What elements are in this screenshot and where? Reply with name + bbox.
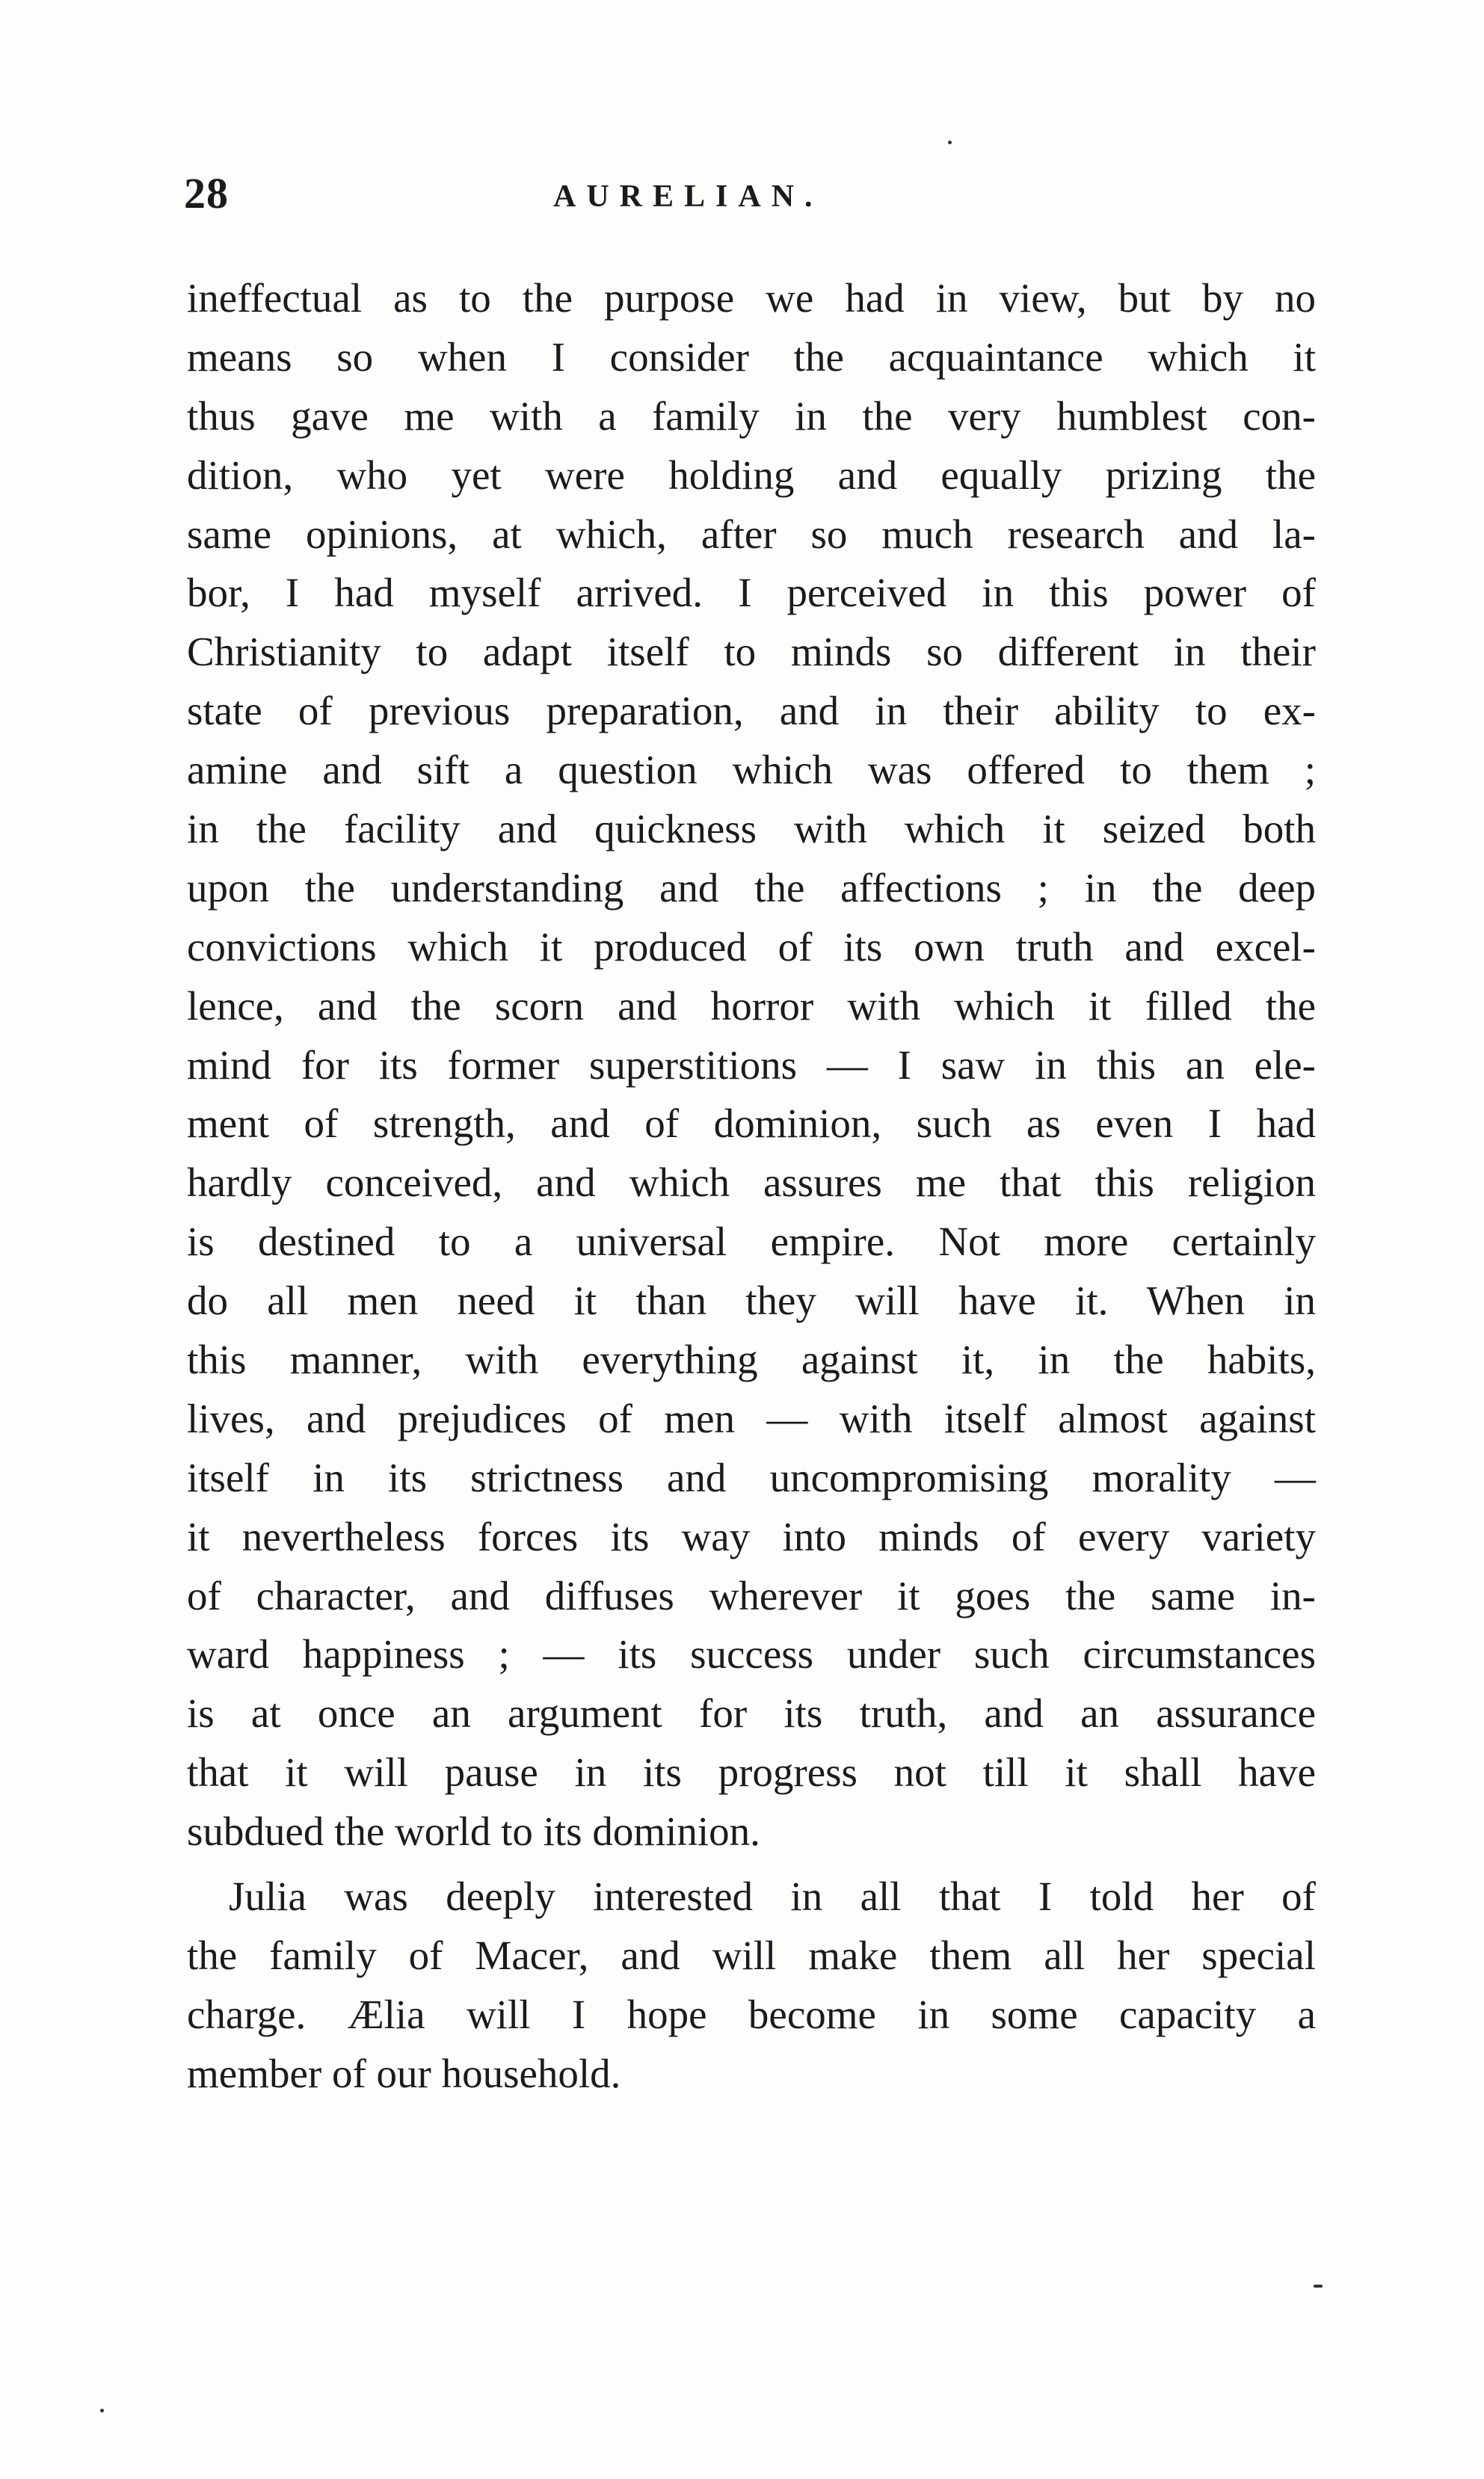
page-header (0, 168, 1484, 228)
text-line: hardly conceived, and which assures me that this religion (187, 1160, 1316, 1206)
text-line: mind for its former superstitions — I saw in this an ele- (187, 1041, 1316, 1088)
text-line: same opinions, at which, after so much research and la- (187, 511, 1316, 557)
text-line: charge. Ælia will I hope become in some capacity a (187, 1991, 1316, 2037)
page-number: 28 (184, 169, 229, 218)
scan-speck (100, 2409, 104, 2412)
scan-speck (948, 141, 952, 144)
text-line: the family of Macer, and will make them all her special (187, 1932, 1316, 1978)
text-line: member of our household. (187, 2050, 621, 2096)
text-line: itself in its strictness and uncompromising morality — (187, 1454, 1316, 1500)
text-line: ward happiness ; — its success under such circumstances (187, 1631, 1316, 1678)
text-line: is destined to a universal empire. Not more certainly (187, 1219, 1316, 1265)
text-line: ment of strength, and of dominion, such as even I had (187, 1100, 1316, 1147)
paragraph-1 (187, 269, 1316, 1861)
running-title: AURELIAN. (553, 179, 823, 214)
text-line: means so when I consider the acquaintance which it (187, 333, 1316, 380)
text-line: lence, and the scorn and horror with which it filled the (187, 982, 1316, 1029)
text-line: this manner, with everything against it, in the habits, (187, 1337, 1316, 1383)
text-line: lives, and prejudices of men — with itself almost against (187, 1395, 1316, 1441)
paragraph-2 (187, 1867, 1316, 2104)
text-line: convictions which it produced of its own truth and excel- (187, 923, 1316, 970)
text-line: that it will pause in its progress not till it shall have (187, 1749, 1316, 1796)
text-line: state of previous preparation, and in their ability to ex- (187, 688, 1316, 734)
text-line: bor, I had myself arrived. I perceived in this power of (187, 570, 1316, 616)
text-line: do all men need it than they will have it. When in (187, 1278, 1316, 1324)
text-line: of character, and diffuses wherever it goes the same in- (187, 1572, 1316, 1619)
text-line: in the facility and quickness with which it seized both (187, 806, 1316, 852)
paragraph-gap (187, 1861, 1316, 1867)
text-line: Julia was deeply interested in all that I told her of (229, 1873, 1316, 1920)
text-line: ineffectual as to the purpose we had in view, but by no (187, 275, 1316, 321)
text-line: it nevertheless forces its way into minds of every variety (187, 1513, 1316, 1559)
text-line: Christianity to adapt itself to minds so different in their (187, 629, 1316, 675)
text-line: is at once an argument for its truth, and an assurance (187, 1690, 1316, 1737)
text-line: upon the understanding and the affections ; in the deep (187, 864, 1316, 911)
body-text (187, 269, 1316, 2104)
text-line: thus gave me with a family in the very humblest con- (187, 392, 1316, 439)
text-line: dition, who yet were holding and equally prizing the (187, 452, 1316, 498)
text-line: subdued the world to its dominion. (187, 1808, 760, 1855)
scan-speck (1314, 2285, 1323, 2288)
text-line: amine and sift a question which was offered to them ; (187, 747, 1316, 793)
